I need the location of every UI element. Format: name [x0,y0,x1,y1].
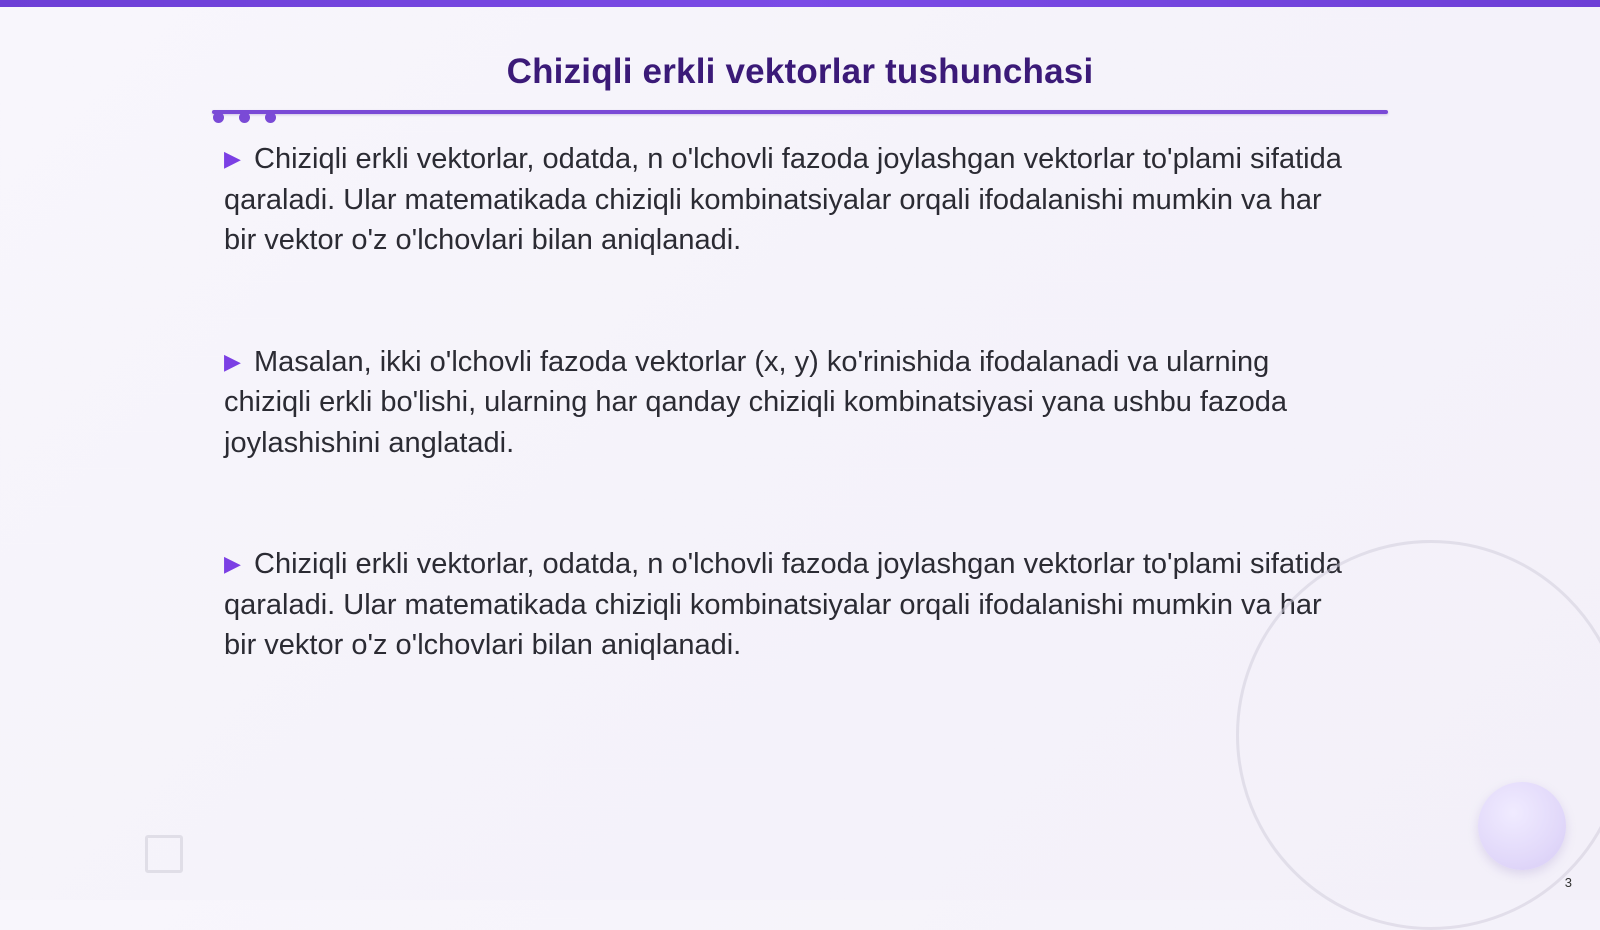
underline-dot [213,112,224,123]
bullet-triangle-icon: ▶ [224,146,241,171]
slide-body [224,139,1354,747]
decorative-ring [1236,540,1600,930]
underline-dot [265,112,276,123]
slide-title: Chiziqli erkli vektorlar tushunchasi [506,52,1094,91]
bullet-paragraph [224,342,1354,464]
title-underline [212,110,1388,114]
top-accent-bar [0,0,1600,7]
bullet-paragraph [224,544,1354,666]
underline-dot [239,112,250,123]
decorative-square [145,835,183,873]
page-number: 3 [1564,875,1572,890]
bullet-text: Chiziqli erkli vektorlar, odatda, n o'lchovli fazoda joylashgan vektorlar to'plami sifatida qaraladi. Ular matematikada chiziqli kombinatsiyalar orqali ifodalanishi mumkin va har bir vektor o'z o'lchovlari bilan aniqlanadi. [224,548,1342,661]
bullet-paragraph [224,139,1354,261]
decorative-circle [1478,782,1566,870]
bullet-text: Chiziqli erkli vektorlar, odatda, n o'lchovli fazoda joylashgan vektorlar to'plami sifatida qaraladi. Ular matematikada chiziqli kombinatsiyalar orqali ifodalanishi mumkin va har bir vektor o'z o'lchovlari bilan aniqlanadi. [224,143,1342,256]
bullet-triangle-icon: ▶ [224,551,241,576]
bullet-triangle-icon: ▶ [224,348,241,374]
bullet-text: Masalan, ikki o'lchovli fazoda vektorlar (x, y) ko'rinishida ifodalanadi va ularning chiziqli erkli bo'lishi, ularning har qanday chiziqli kombinatsiyasi yana ushbu fazoda joylashishini anglatadi. [224,345,1288,459]
